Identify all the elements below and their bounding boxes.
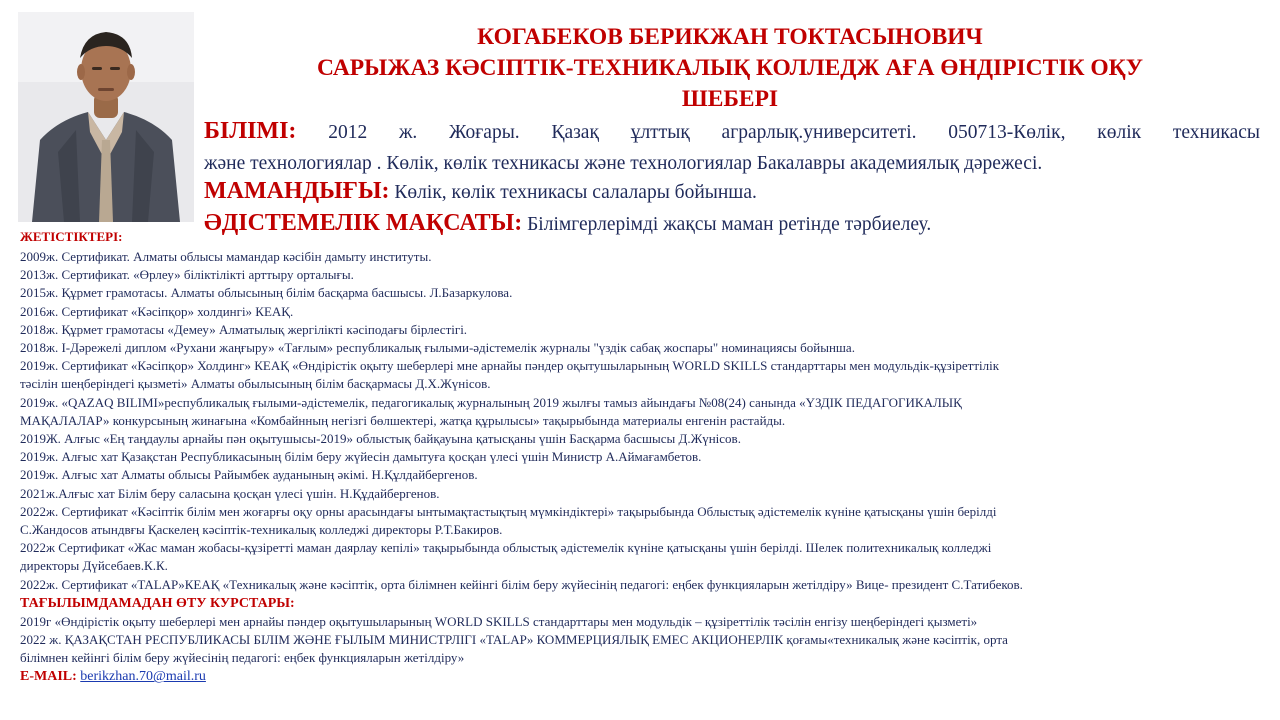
title-name: КОГАБЕКОВ БЕРИКЖАН ТОКТАСЫНОВИЧ xyxy=(477,24,983,50)
achievement-line: тәсілін шеңберіндегі қызметі» Алматы обылысының білім басқармасы Д.Х.Жүнісов. xyxy=(20,376,491,392)
achievement-line: 2019Ж. Алғыс «Ең таңдаулы арнайы пән оқытушысы-2019» облыстық байқауына қатысқаны үшін Басқарма басшысы Д.Жүнісов. xyxy=(20,431,741,447)
title-position-cont: ШЕБЕРІ xyxy=(681,86,779,112)
achievement-line: 2018ж. Құрмет грамотасы «Демеу» Алматылық жергілікті кәсіподағы бірлестігі. xyxy=(20,321,468,337)
achievements-title: ЖЕТІСТІКТЕРІ: xyxy=(20,229,123,244)
goal-text: Білімгерлерімді жақсы маман ретінде тәрбиелеу. xyxy=(527,214,932,235)
achievement-line: 2021ж.Алғыс хат Білім беру саласына қосқан үлесі үшін. Н.Құдайбергенов. xyxy=(20,485,440,501)
education-line-1 xyxy=(204,118,1260,146)
achievement-line: 2013ж. Сертификат. «Өрлеу» біліктілікті арттыру орталығы. xyxy=(20,267,354,283)
email-row xyxy=(20,667,1270,686)
page-title xyxy=(210,22,1250,115)
education-label: БІЛІМІ: xyxy=(204,118,297,144)
education-block xyxy=(204,118,1260,177)
course-line: 2019г «Өндірістік оқыту шеберлері мен арнайы пәндер оқытушыларының WORLD SKILLS стандарттары мен модульдік – құзіреттілік тәсілін енгізу шеңберіндегі қызметі» xyxy=(20,613,978,629)
title-position: САРЫЖАЗ КӘСІПТІК-ТЕХНИКАЛЫҚ КОЛЛЕДЖ АҒА ӨНДІРІСТІК ОҚУ xyxy=(317,55,1143,81)
person-portrait-image xyxy=(18,12,194,222)
achievement-line: 2019ж. Алғыс хат Қазақстан Республикасының білім беру жүйесін дамытуға қосқан үлесі үшін Министр А.Аймағамбетов. xyxy=(20,449,702,465)
achievement-line: 2019ж. Сертификат «Кәсіпқор» Холдинг» КЕАҚ «Өндірістік оқыту шеберлері мне арнайы пәндер оқытушыларының WORLD SKILLS стандарттары мен модульдік-құзіреттілік xyxy=(20,358,1000,374)
email-link[interactable]: berikzhan.70@mail.ru xyxy=(80,669,206,685)
course-line: білімнен кейінгі білім беру жүйесінің педагогі: еңбек функцияларын жетілдіру» xyxy=(20,650,465,666)
achievement-line: 2009ж. Сертификат. Алматы облысы мамандар кәсібін дамыту институты. xyxy=(20,249,432,264)
goal-block xyxy=(204,210,1260,238)
goal-label: ӘДІСТЕМЕЛІК МАҚСАТЫ: xyxy=(204,210,523,236)
education-text-1: 2012 ж. Жоғары. Қазақ ұлттық аграрлық.университеті. 050713-Көлік, көлік техникасы xyxy=(328,122,1260,143)
achievement-line: 2018ж. І-Дәрежелі диплом «Рухани жаңғыру» «Тағлым» республикалық ғылыми-әдістемелік журналы "үздік сабақ жоспары" номинациясы бойынша. xyxy=(20,340,855,356)
education-text-2: және технологиялар . Көлік, көлік техникасы және технологиялар Бакалавры академиялық дәрежесі. xyxy=(204,153,1043,174)
achievement-line: 2022ж. Сертификат «Кәсіптік білім мен жоғарғы оқу орны арасындағы ынтымақтастықтың мүмкіндіктері» тақырыбында Облыстық әдістемелік күніне қатысқаны үшін берілді xyxy=(20,503,997,519)
achievement-line: 2022ж. Сертификат «TALAP»КЕАҚ «Техникалық және кәсіптік, орта білімнен кейінгі білім беру жүйесінің педагогі: еңбек функцияларын жетілдіру» Вице- президент С.Татибеков. xyxy=(20,576,1023,592)
achievement-line: 2016ж. Сертификат «Кәсіпқор» холдингі» КЕАҚ. xyxy=(20,303,294,319)
achievements-list xyxy=(20,248,1270,686)
achievement-line: директоры Дүйсебаев.К.К. xyxy=(20,558,168,574)
specialty-block xyxy=(204,178,1260,206)
achievement-line: 2022ж Сертификат «Жас маман жобасы-құзіретті маман даярлау кепілі» тақырыбында облыстық әдістемелік күніне қатысқаны үшін берілді. Шелек политехникалық колледжі xyxy=(20,540,992,556)
achievement-line: 2019ж. «QAZAQ BILIMI»республикалық ғылыми-әдістемелік, педагогикалық журналының 2019 жылғы тамыз айындағы №08(24) санында «ҮЗДІК ПЕДАГОГИКАЛЫҚ xyxy=(20,394,962,410)
course-line: 2022 ж. ҚАЗАҚСТАН РЕСПУБЛИКАСЫ БІЛІМ ЖӘНЕ ҒЫЛЫМ МИНИСТРЛІГІ «TALAP» КОММЕРЦИЯЛЫҚ ЕМЕС АКЦИОНЕРЛІК қоғамы«техникалық және кәсіптік, орта xyxy=(20,632,1008,648)
courses-title: ТАҒЫЛЫМДАМАДАН ӨТУ КУРСТАРЫ: xyxy=(20,595,295,611)
portrait-photo xyxy=(18,12,194,222)
achievement-line: 2015ж. Құрмет грамотасы. Алматы облысының білім басқарма басшысы. Л.Базаркулова. xyxy=(20,285,513,301)
specialty-label: МАМАНДЫҒЫ: xyxy=(204,178,390,204)
specialty-text: Көлік, көлік техникасы салалары бойынша. xyxy=(394,182,757,203)
achievement-line: МАҚАЛАЛАР» конкурсының жинағына «Комбайнның негізгі бөлшектері, жатқа құрылысы» тақырыбында материалы енгенін растайды. xyxy=(20,412,786,428)
achievement-line: С.Жандосов атындвғы Қаскелең кәсіптік-техникалық колледжі директоры Р.Т.Бакиров. xyxy=(20,522,503,538)
achievement-line: 2019ж. Алғыс хат Алматы облысы Райымбек ауданының әкімі. Н.Құлдайбергенов. xyxy=(20,467,478,483)
email-label: E-MAIL: xyxy=(20,669,77,685)
